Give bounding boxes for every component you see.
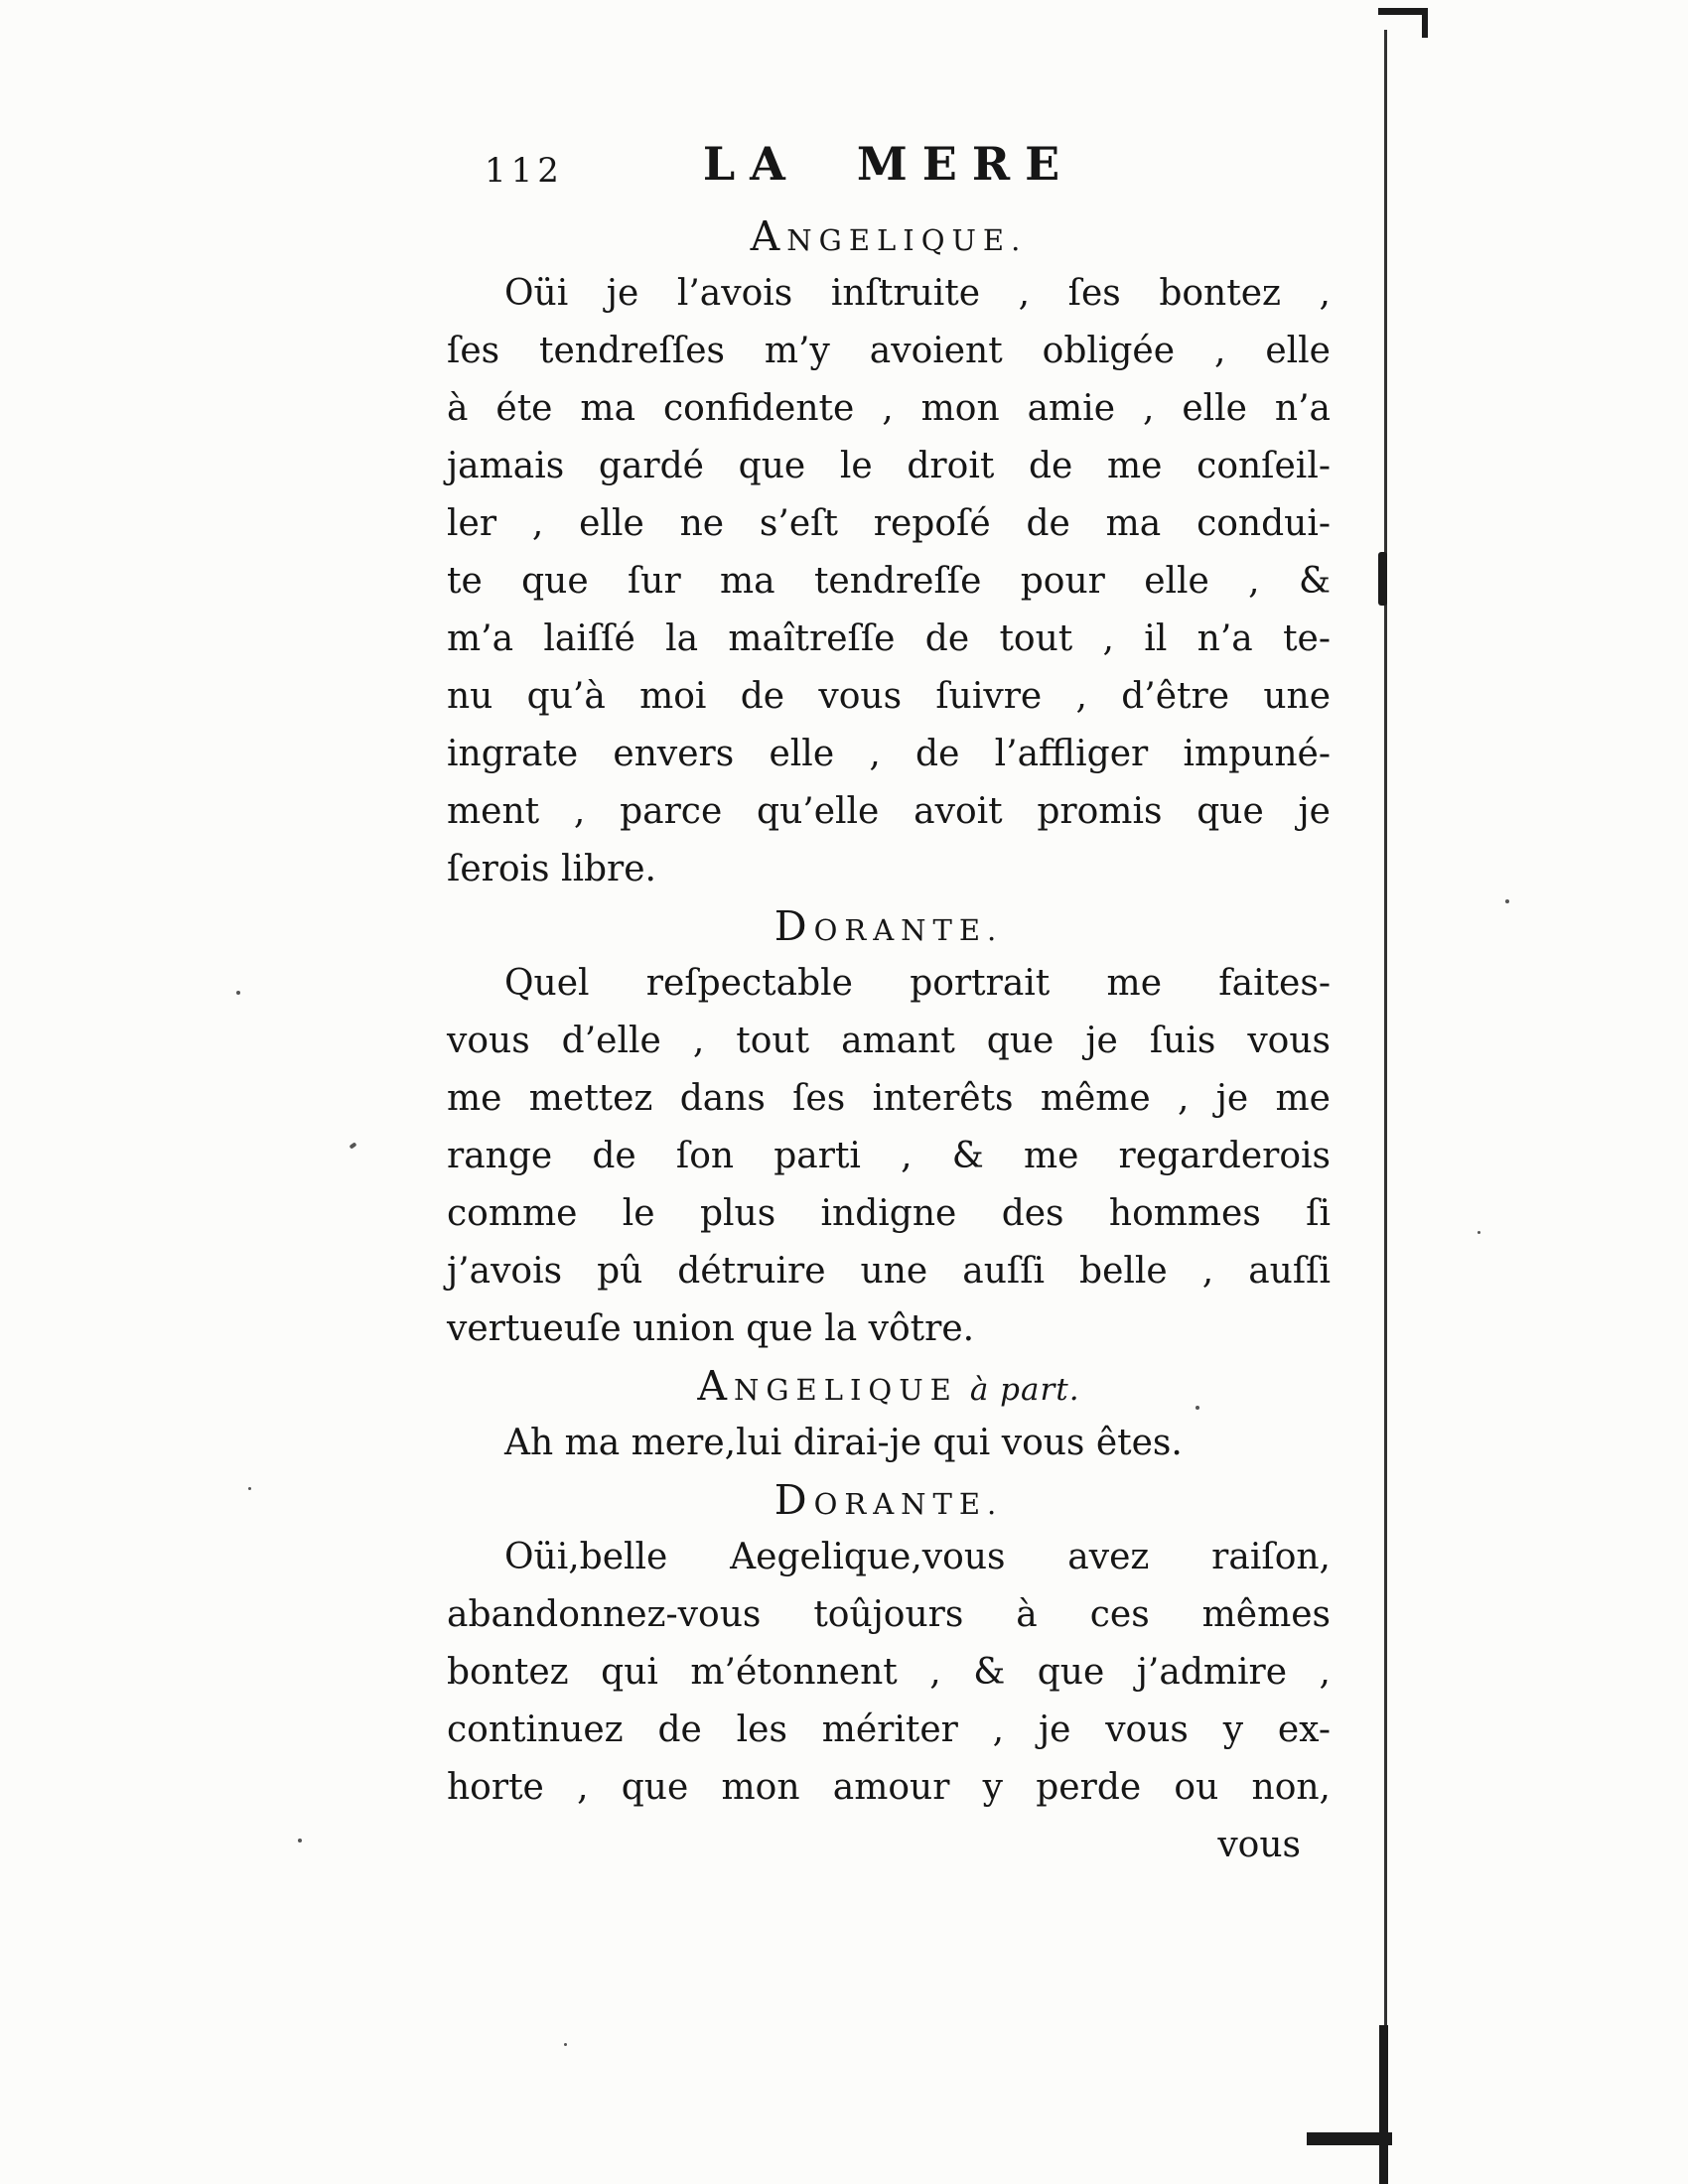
ink-speckle <box>298 1839 302 1843</box>
stage-direction: à part. <box>969 1372 1080 1408</box>
speech-dorante-2 <box>447 1472 1331 1817</box>
text-line: continuez de les mériter , je vous y ex- <box>447 1709 1331 1750</box>
text-line: Oüi je l’avois inſtruite , ſes bontez , <box>504 273 1331 314</box>
ink-speckle <box>1477 1231 1480 1234</box>
text-line: range de ſon parti , & me regarderois <box>447 1136 1331 1176</box>
text-block <box>447 137 1331 1874</box>
scan-artifact-edge-blob <box>1378 552 1387 606</box>
text-line: te que ſur ma tendreſſe pour elle , & <box>447 561 1331 602</box>
scan-artifact-top-corner <box>1378 8 1428 15</box>
speaker-heading <box>447 208 1331 265</box>
text-line: horte , que mon amour y perde ou non, <box>447 1767 1331 1808</box>
speech-dorante-1 <box>447 898 1331 1358</box>
text-line: jamais gardé que le droit de me conſeil- <box>447 446 1331 486</box>
scan-artifact-bottom-corner <box>1307 2132 1392 2145</box>
text-line: Quel reſpectable portrait me faites- <box>504 963 1331 1004</box>
text-line: comme le plus indigne des hommes ſi <box>447 1193 1331 1234</box>
speaker-heading <box>447 1472 1331 1529</box>
ink-speckle <box>564 2043 567 2046</box>
ink-speckle <box>248 1487 251 1490</box>
scan-artifact-top-corner-hook <box>1422 8 1428 38</box>
ink-speckle <box>349 1142 356 1149</box>
page-header <box>447 137 1331 206</box>
speaker-name: ANGELIQUE. <box>750 212 1028 260</box>
speaker-name: DORANTE. <box>774 902 1004 950</box>
speech-angelique-1 <box>447 208 1331 898</box>
text-line: abandonnez-vous toûjours à ces mêmes <box>447 1594 1331 1635</box>
running-title: LA MERE <box>702 137 1075 191</box>
text-line: à éte ma confidente , mon amie , elle n’a <box>447 388 1331 429</box>
ink-speckle <box>1505 899 1509 903</box>
speaker-heading <box>447 1358 1331 1415</box>
text-line: ingrate envers elle , de l’affliger impuné- <box>447 734 1331 774</box>
text-line: Oüi,belle Aegelique,vous avez raiſon, <box>504 1537 1331 1577</box>
text-line: vous d’elle , tout amant que je ſuis vous <box>447 1021 1331 1061</box>
ink-speckle <box>236 991 240 995</box>
scan-artifact-bottom-edge <box>1379 2025 1388 2184</box>
text-line: Ah ma mere,lui dirai-je qui vous êtes. <box>504 1423 1183 1463</box>
catchword: vous <box>1217 1825 1301 1865</box>
page-number: 112 <box>485 151 564 191</box>
speaker-name: ANGELIQUE <box>697 1362 958 1410</box>
text-line: nu qu’à moi de vous ſuivre , d’être une <box>447 676 1331 717</box>
text-line: me mettez dans ſes interêts même , je me <box>447 1078 1331 1119</box>
text-line: vertueuſe union que la vôtre. <box>447 1308 975 1349</box>
speaker-heading <box>447 898 1331 955</box>
text-line: ment , parce qu’elle avoit promis que je <box>447 791 1331 832</box>
speech-angelique-aside <box>447 1358 1331 1472</box>
text-line: ſerois libre. <box>447 849 656 889</box>
text-line: ſes tendreſſes m’y avoient obligée , elle <box>447 331 1331 371</box>
text-line: bontez qui m’étonnent , & que j’admire , <box>447 1652 1331 1693</box>
speaker-name: DORANTE. <box>774 1476 1004 1524</box>
scan-artifact-right-edge-line <box>1384 30 1387 2184</box>
text-line: ler , elle ne s’eſt repoſé de ma condui- <box>447 503 1331 544</box>
text-line: m’a laiſſé la maîtreſſe de tout , il n’a te- <box>447 618 1331 659</box>
text-line: j’avois pû détruire une auſſi belle , auſſi <box>447 1251 1331 1292</box>
